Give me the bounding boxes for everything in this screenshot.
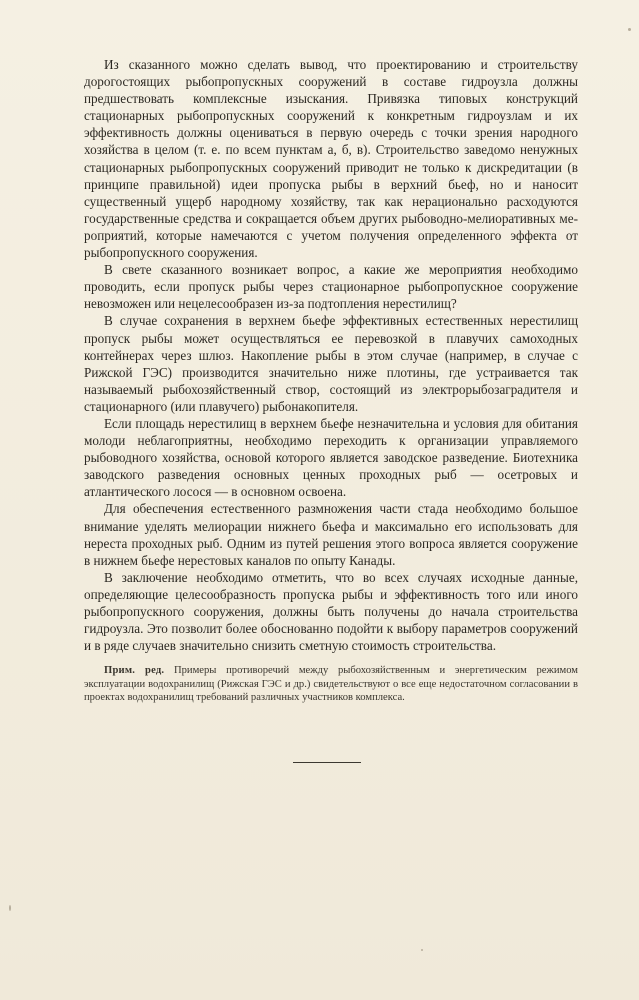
editor-note-label: Прим. ред. — [104, 665, 165, 677]
paragraph-5: Для обеспечения естественного размножения части стада необходимо большое внимание уделять мелиорации нижнего бьефа и максимально его использовать для нереста проходных рыб. Одним из путей решения этого вопроса является сооружение в нижнем бьефе нерестовых каналов по опыту Канады. — [84, 501, 578, 568]
text-column — [84, 56, 578, 705]
editor-note — [84, 664, 578, 705]
paper-speck — [628, 28, 631, 31]
paragraph-6: В заключение необходимо отметить, что во всех случаях исходные данные, определяющие целесообразность пропуска рыбы и эффективность того или иного рыбопропускного сооружения, должны быть получены до начала строительства гидроузла. Это позволит более обоснованно подойти к выбору параметров сооружений и в ряде случаев значительно снизить сметную стоимость строительства. — [84, 569, 578, 654]
paragraph-4: Если площадь нерестилищ в верхнем бьефе незначительна и условия для обитания молоди неблагоприятны, необходимо переходить к организации управляемого рыбоводного хозяйства, основой которого является заводское разведение. Биотехника заводского разведения основных ценных проходных рыб — осетровых и атлантического лосося — в основном освоена. — [84, 415, 578, 500]
paragraph-2: В свете сказанного возникает вопрос, а какие же мероприятия необходимо проводить, если пропуск рыбы через стационарное рыбопропускное сооружение невозможен или нецелесообразен из-за подтопления нерестилищ? — [84, 262, 578, 312]
paragraph-3: В случае сохранения в верхнем бьефе эффективных естественных нерестилищ пропуск рыбы может осуществляться ее перевозкой в плавучих самоходных контейнерах через шлюз. Накопление рыбы в этом случае (например, в случае с Рижской ГЭС) производится значительно ниже плотины, где устраивается так называемый рыбохозяйственный створ, состоящий из электрорыбозаградителя и стационарного (или плавучего) рыбонакопителя. — [84, 313, 578, 414]
paper-speck — [421, 949, 423, 951]
editor-note-text: Примеры противоречий между рыбохозяйственным и энергетическим режимом эксплуатации водохранилищ (Рижская ГЭС и др.) свидетельствуют о все еще недостаточном согласовании в проектах водохранилищ требований различных участников комплекса. — [84, 665, 579, 704]
paragraph-1: Из сказанного можно сделать вывод, что проектированию и строительству дорогостоящих рыбопропускных сооружений в составе гидроузла должны предшествовать комплексные изыскания. Привязка типовых конструкций стационарных рыбопропускных сооружений к конкретным гидроузлам и их эффективность должны оцениваться в первую очередь с точки зрения народного хозяйства в целом (т. е. по всем пунктам а, б, в). Строительство заведомо ненужных стационарных рыбопропускных сооружений приводит не только к дискредитации (в принципе правильной) идеи пропуска рыбы в верхний бьеф, но и наносит существенный ущерб народному хозяйству, так как нерационально расходуются государственные средства и сокращается объем других рыбоводно-мелиоративных мероприятий, которые намечаются с учетом получения определенного эффекта от рыбопропускного сооружения. — [84, 57, 578, 261]
paper-speck — [9, 905, 11, 911]
closing-rule — [293, 762, 361, 763]
